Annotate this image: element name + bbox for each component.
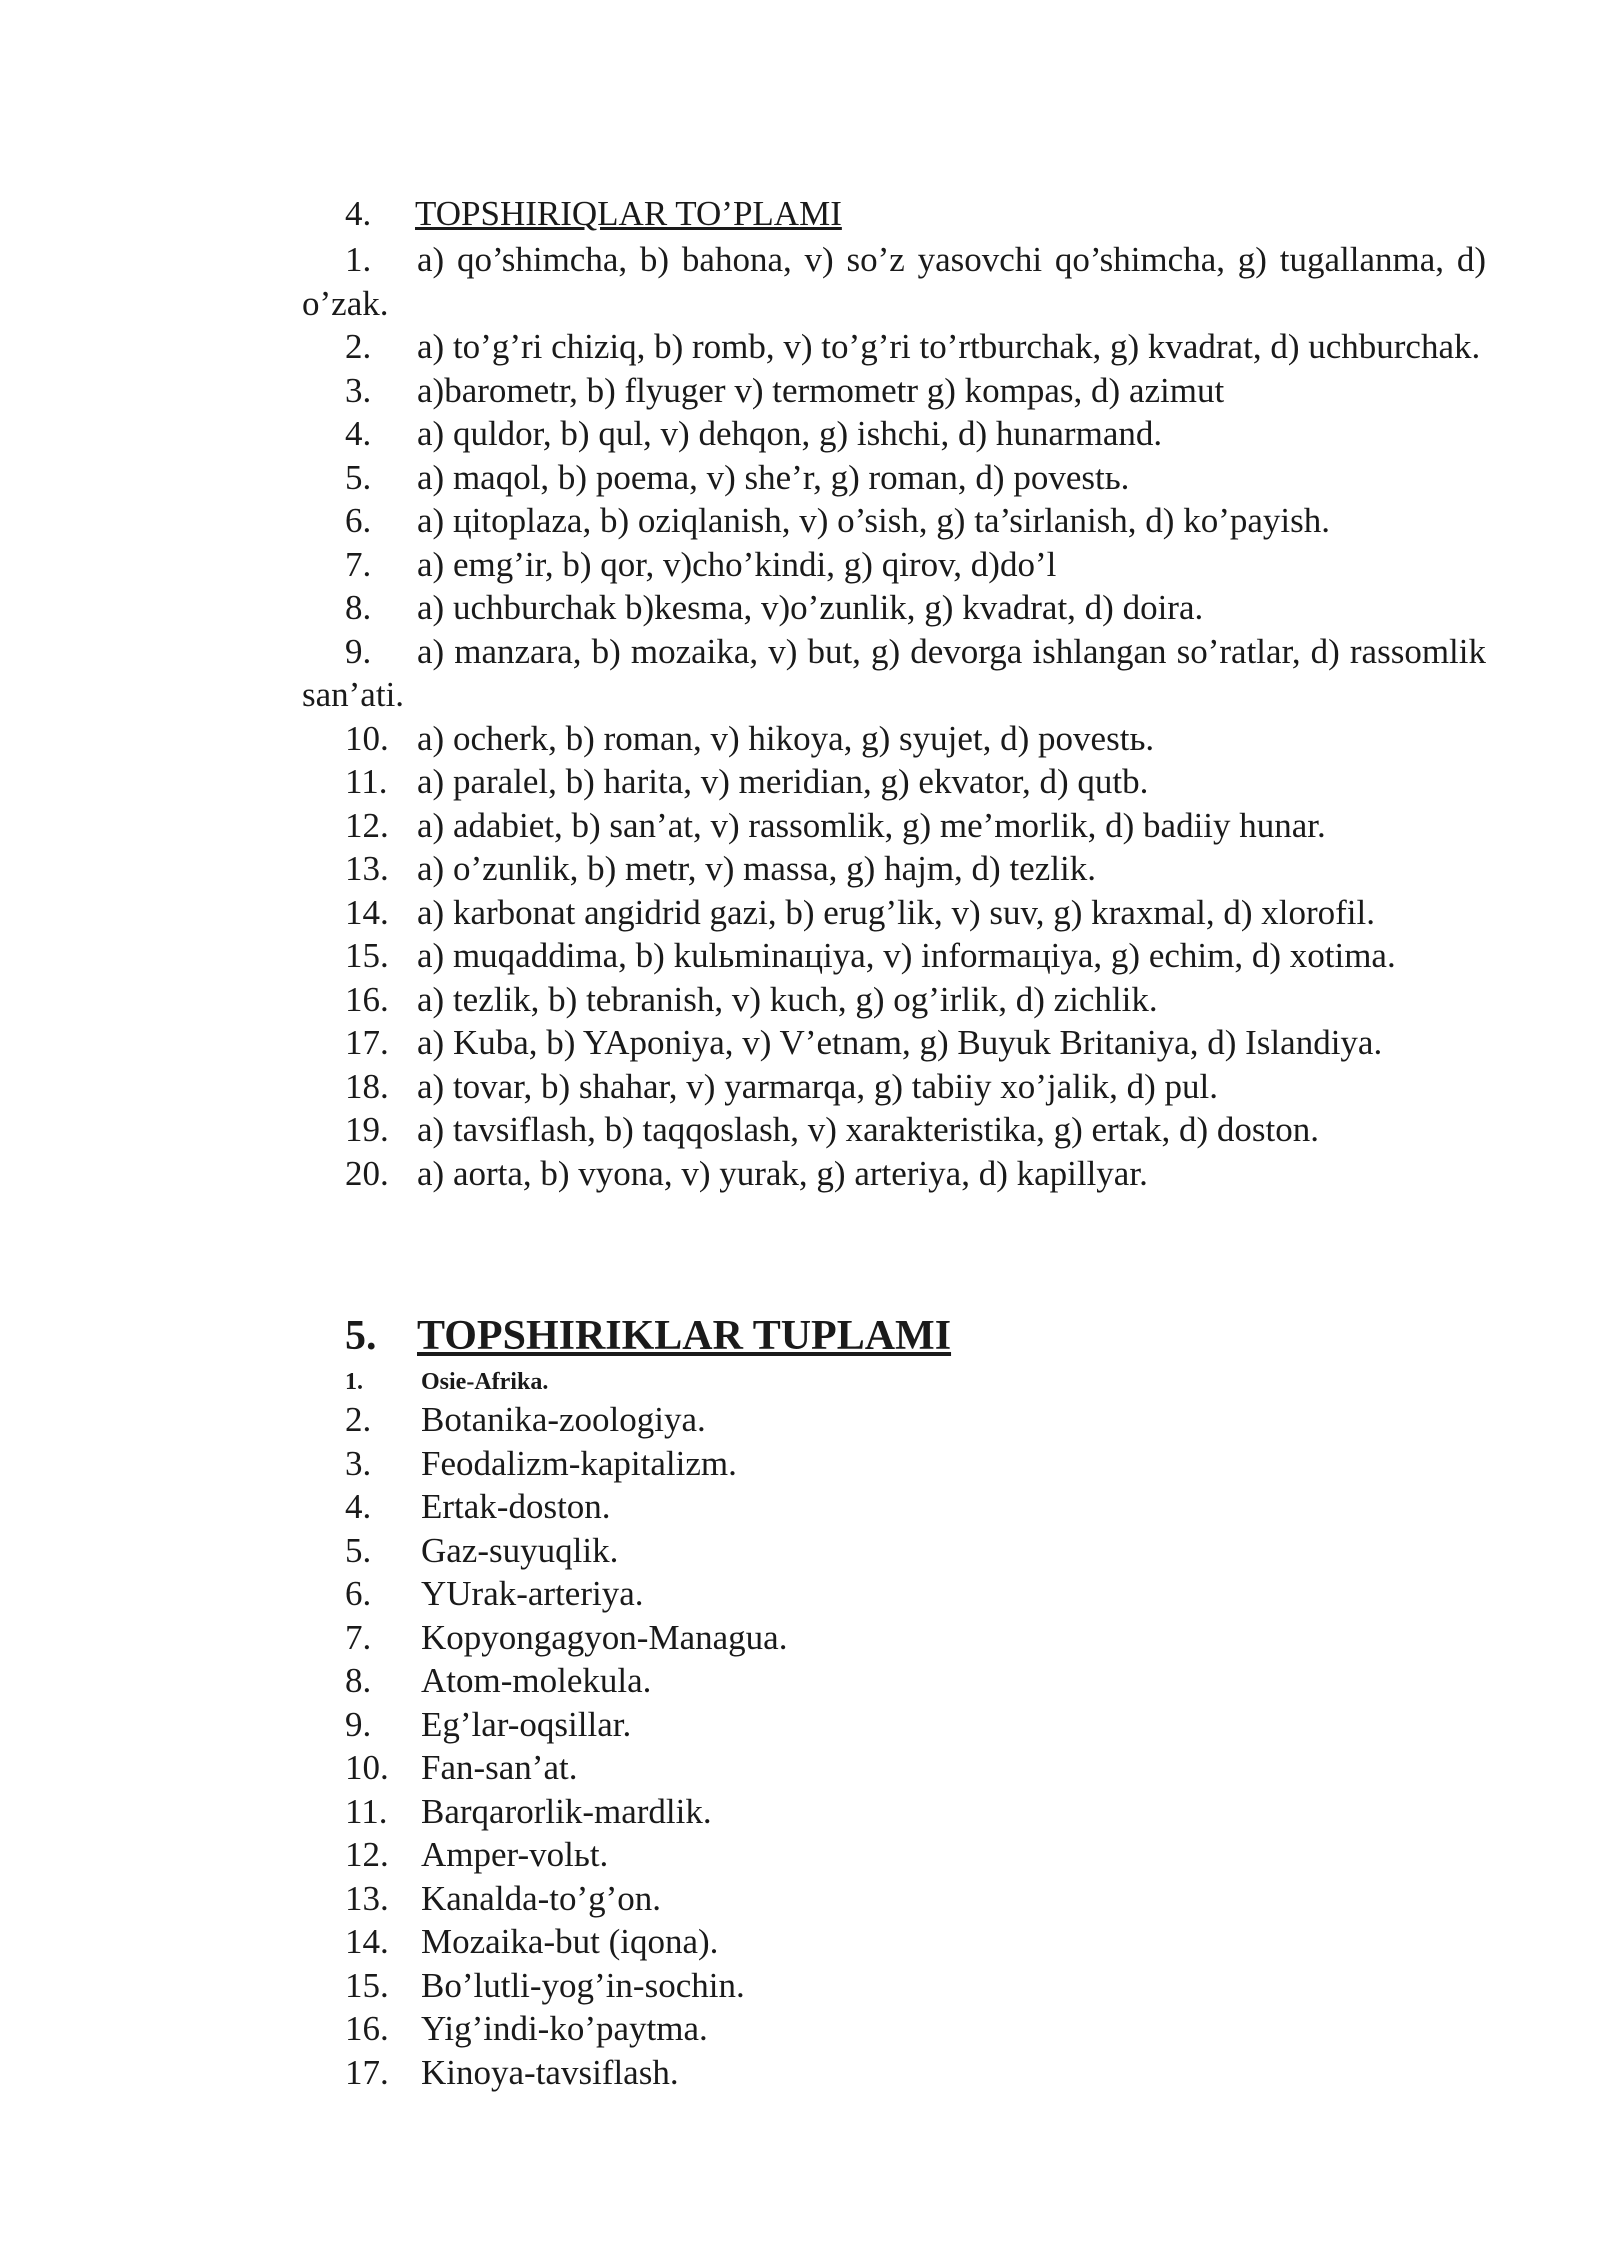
item-text: Feodalizm-kapitalizm. [421, 1443, 737, 1483]
item-text: a) tavsiflash, b) taqqoslash, v) xarakteristika, g) ertak, d) doston. [417, 1110, 1319, 1149]
item-number: 18. [345, 1066, 389, 1106]
item-text: a) ocherk, b) roman, v) hikoya, g) syujet, d) povestь. [417, 718, 1155, 758]
list-item [302, 499, 1486, 543]
item-text: a) manzara, b) mozaika, v) but, g) devorga ishlangan so’ratlar, d) rassomlik san’ati. [302, 631, 1486, 714]
list-item [302, 369, 1486, 413]
item-text: a) maqol, b) poema, v) she’r, g) roman, d) povestь. [417, 457, 1130, 497]
item-text: a) emg’ir, b) qor, v)cho’kindi, g) qirov, d)do’l [417, 544, 1057, 584]
item-number: 2. [345, 1400, 372, 1439]
item-number: 12. [345, 805, 389, 845]
item-text: Yig’indi-ko’paytma. [421, 2009, 708, 2048]
list-item [345, 1746, 1245, 1790]
section-5-title: TOPSHIRIKLAR TUPLAMI [417, 1313, 952, 1359]
item-text: Kanalda-to’g’on. [421, 1878, 662, 1918]
item-number: 17. [345, 1023, 389, 1062]
list-item [345, 1442, 1245, 1486]
list-item [302, 978, 1486, 1022]
item-text: Amper-volьt. [421, 1835, 609, 1874]
list-item [302, 238, 1486, 325]
item-number: 11. [345, 1791, 388, 1831]
item-number: 13. [345, 849, 389, 888]
item-number: 4. [345, 1487, 372, 1526]
item-number: 6. [345, 501, 372, 540]
section-4-title: TOPSHIRIQLAR TO’PLAMI [415, 194, 842, 233]
item-number: 2. [345, 327, 372, 366]
item-number: 4. [345, 414, 372, 453]
list-item [302, 630, 1486, 717]
item-number: 12. [345, 1835, 389, 1874]
section-5-list [345, 1366, 1245, 2094]
item-number: 19. [345, 1110, 389, 1149]
item-text: a) aorta, b) vyona, v) yurak, g) arteriya, d) kapillyar. [417, 1153, 1148, 1193]
item-text: YUrak-arteriya. [421, 1574, 644, 1613]
section-4-number: 4. [345, 194, 372, 233]
list-item [345, 1572, 1245, 1616]
item-text: a)barometr, b) flyuger v) termometr g) kompas, d) azimut [417, 370, 1225, 410]
item-number: 6. [345, 1574, 372, 1613]
item-number: 15. [345, 1965, 389, 2005]
list-item [302, 325, 1486, 369]
list-item [345, 1703, 1245, 1747]
item-number: 5. [345, 1530, 372, 1570]
item-number: 7. [345, 544, 372, 584]
list-item [345, 1398, 1245, 1442]
item-text: a) tovar, b) shahar, v) yarmarqa, g) tabiiy xo’jalik, d) pul. [417, 1066, 1218, 1106]
list-item [302, 1108, 1486, 1152]
item-number: 13. [345, 1878, 389, 1918]
item-text: Fan-san’at. [421, 1748, 578, 1787]
list-item [345, 2007, 1245, 2051]
item-text: Mozaika-but (iqona). [421, 1922, 719, 1961]
item-number: 5. [345, 457, 372, 497]
list-item [302, 1021, 1486, 1065]
item-number: 16. [345, 2009, 389, 2048]
list-item [345, 1920, 1245, 1964]
item-number: 8. [345, 588, 372, 627]
section-4-heading [345, 192, 842, 236]
list-item [345, 1790, 1245, 1834]
item-number: 15. [345, 936, 389, 975]
list-item [302, 717, 1486, 761]
list-item [302, 586, 1486, 630]
list-item [345, 1877, 1245, 1921]
list-item [302, 804, 1486, 848]
item-text: a) adabiet, b) san’at, v) rassomlik, g) me’morlik, d) badiiy hunar. [417, 805, 1326, 845]
item-number: 3. [345, 1443, 372, 1483]
item-number: 11. [345, 762, 388, 801]
list-item [302, 412, 1486, 456]
list-item [345, 1659, 1245, 1703]
item-text: a) Kuba, b) YAponiya, v) V’etnam, g) Buyuk Britaniya, d) Islandiya. [417, 1023, 1383, 1062]
item-number: 9. [345, 1704, 372, 1744]
list-item [302, 1065, 1486, 1109]
item-text: a) цitoplaza, b) oziqlanish, v) o’sish, g) ta’sirlanish, d) ko’payish. [417, 501, 1330, 540]
section-5-heading [345, 1310, 951, 1362]
list-item [345, 1616, 1245, 1660]
list-item [302, 543, 1486, 587]
list-item [345, 1964, 1245, 2008]
item-text: Kinoya-tavsiflash. [421, 2052, 679, 2092]
list-item [302, 934, 1486, 978]
item-text: a) tezlik, b) tebranish, v) kuch, g) og’irlik, d) zichlik. [417, 979, 1158, 1019]
item-text: Botanika-zoologiya. [421, 1400, 706, 1439]
list-item [345, 2051, 1245, 2095]
item-number: 10. [345, 1748, 389, 1787]
item-text: Kopyongagyon-Managua. [421, 1617, 788, 1657]
item-text: a) paralel, b) harita, v) meridian, g) ekvator, d) qutb. [417, 762, 1149, 801]
item-number: 14. [345, 1922, 389, 1961]
list-item [302, 847, 1486, 891]
item-text: a) uchburchak b)kesma, v)o’zunlik, g) kvadrat, d) doira. [417, 588, 1204, 627]
item-text: a) karbonat angidrid gazi, b) erug’lik, v) suv, g) kraxmal, d) xlorofil. [417, 892, 1375, 932]
item-number: 14. [345, 892, 389, 932]
list-item [345, 1529, 1245, 1573]
item-number: 1. [345, 1369, 363, 1395]
item-number: 3. [345, 370, 372, 410]
item-text: Ertak-doston. [421, 1487, 611, 1526]
item-text: Atom-molekula. [421, 1661, 652, 1700]
list-item [345, 1485, 1245, 1529]
list-item [345, 1833, 1245, 1877]
item-number: 9. [345, 631, 372, 671]
item-number: 10. [345, 718, 389, 758]
item-number: 7. [345, 1617, 372, 1657]
list-item [345, 1366, 1245, 1398]
item-number: 20. [345, 1153, 389, 1193]
item-text: a) muqaddima, b) kulьminaцiya, v) informaцiya, g) echim, d) xotima. [417, 936, 1396, 975]
item-number: 1. [345, 240, 372, 279]
item-text: a) to’g’ri chiziq, b) romb, v) to’g’ri to’rtburchak, g) kvadrat, d) uchburchak. [417, 327, 1481, 366]
item-text: Eg’lar-oqsillar. [421, 1704, 632, 1744]
list-item [302, 456, 1486, 500]
item-text: a) o’zunlik, b) metr, v) massa, g) hajm, d) tezlik. [417, 849, 1096, 888]
item-number: 8. [345, 1661, 372, 1700]
list-item [302, 760, 1486, 804]
list-item [302, 891, 1486, 935]
item-number: 17. [345, 2052, 389, 2092]
section-5-number: 5. [345, 1313, 377, 1359]
item-text: Barqarorlik-mardlik. [421, 1791, 712, 1831]
item-number: 16. [345, 979, 389, 1019]
item-text: Gaz-suyuqlik. [421, 1530, 619, 1570]
list-item [302, 1152, 1486, 1196]
section-4-list [302, 238, 1486, 1195]
item-text: Osie-Afrika. [421, 1369, 549, 1395]
item-text: Bo’lutli-yog’in-sochin. [421, 1965, 745, 2005]
item-text: a) quldor, b) qul, v) dehqon, g) ishchi, d) hunarmand. [417, 414, 1163, 453]
item-text: a) qo’shimcha, b) bahona, v) so’z yasovchi qo’shimcha, g) tugallanma, d) o’zak. [302, 240, 1486, 323]
